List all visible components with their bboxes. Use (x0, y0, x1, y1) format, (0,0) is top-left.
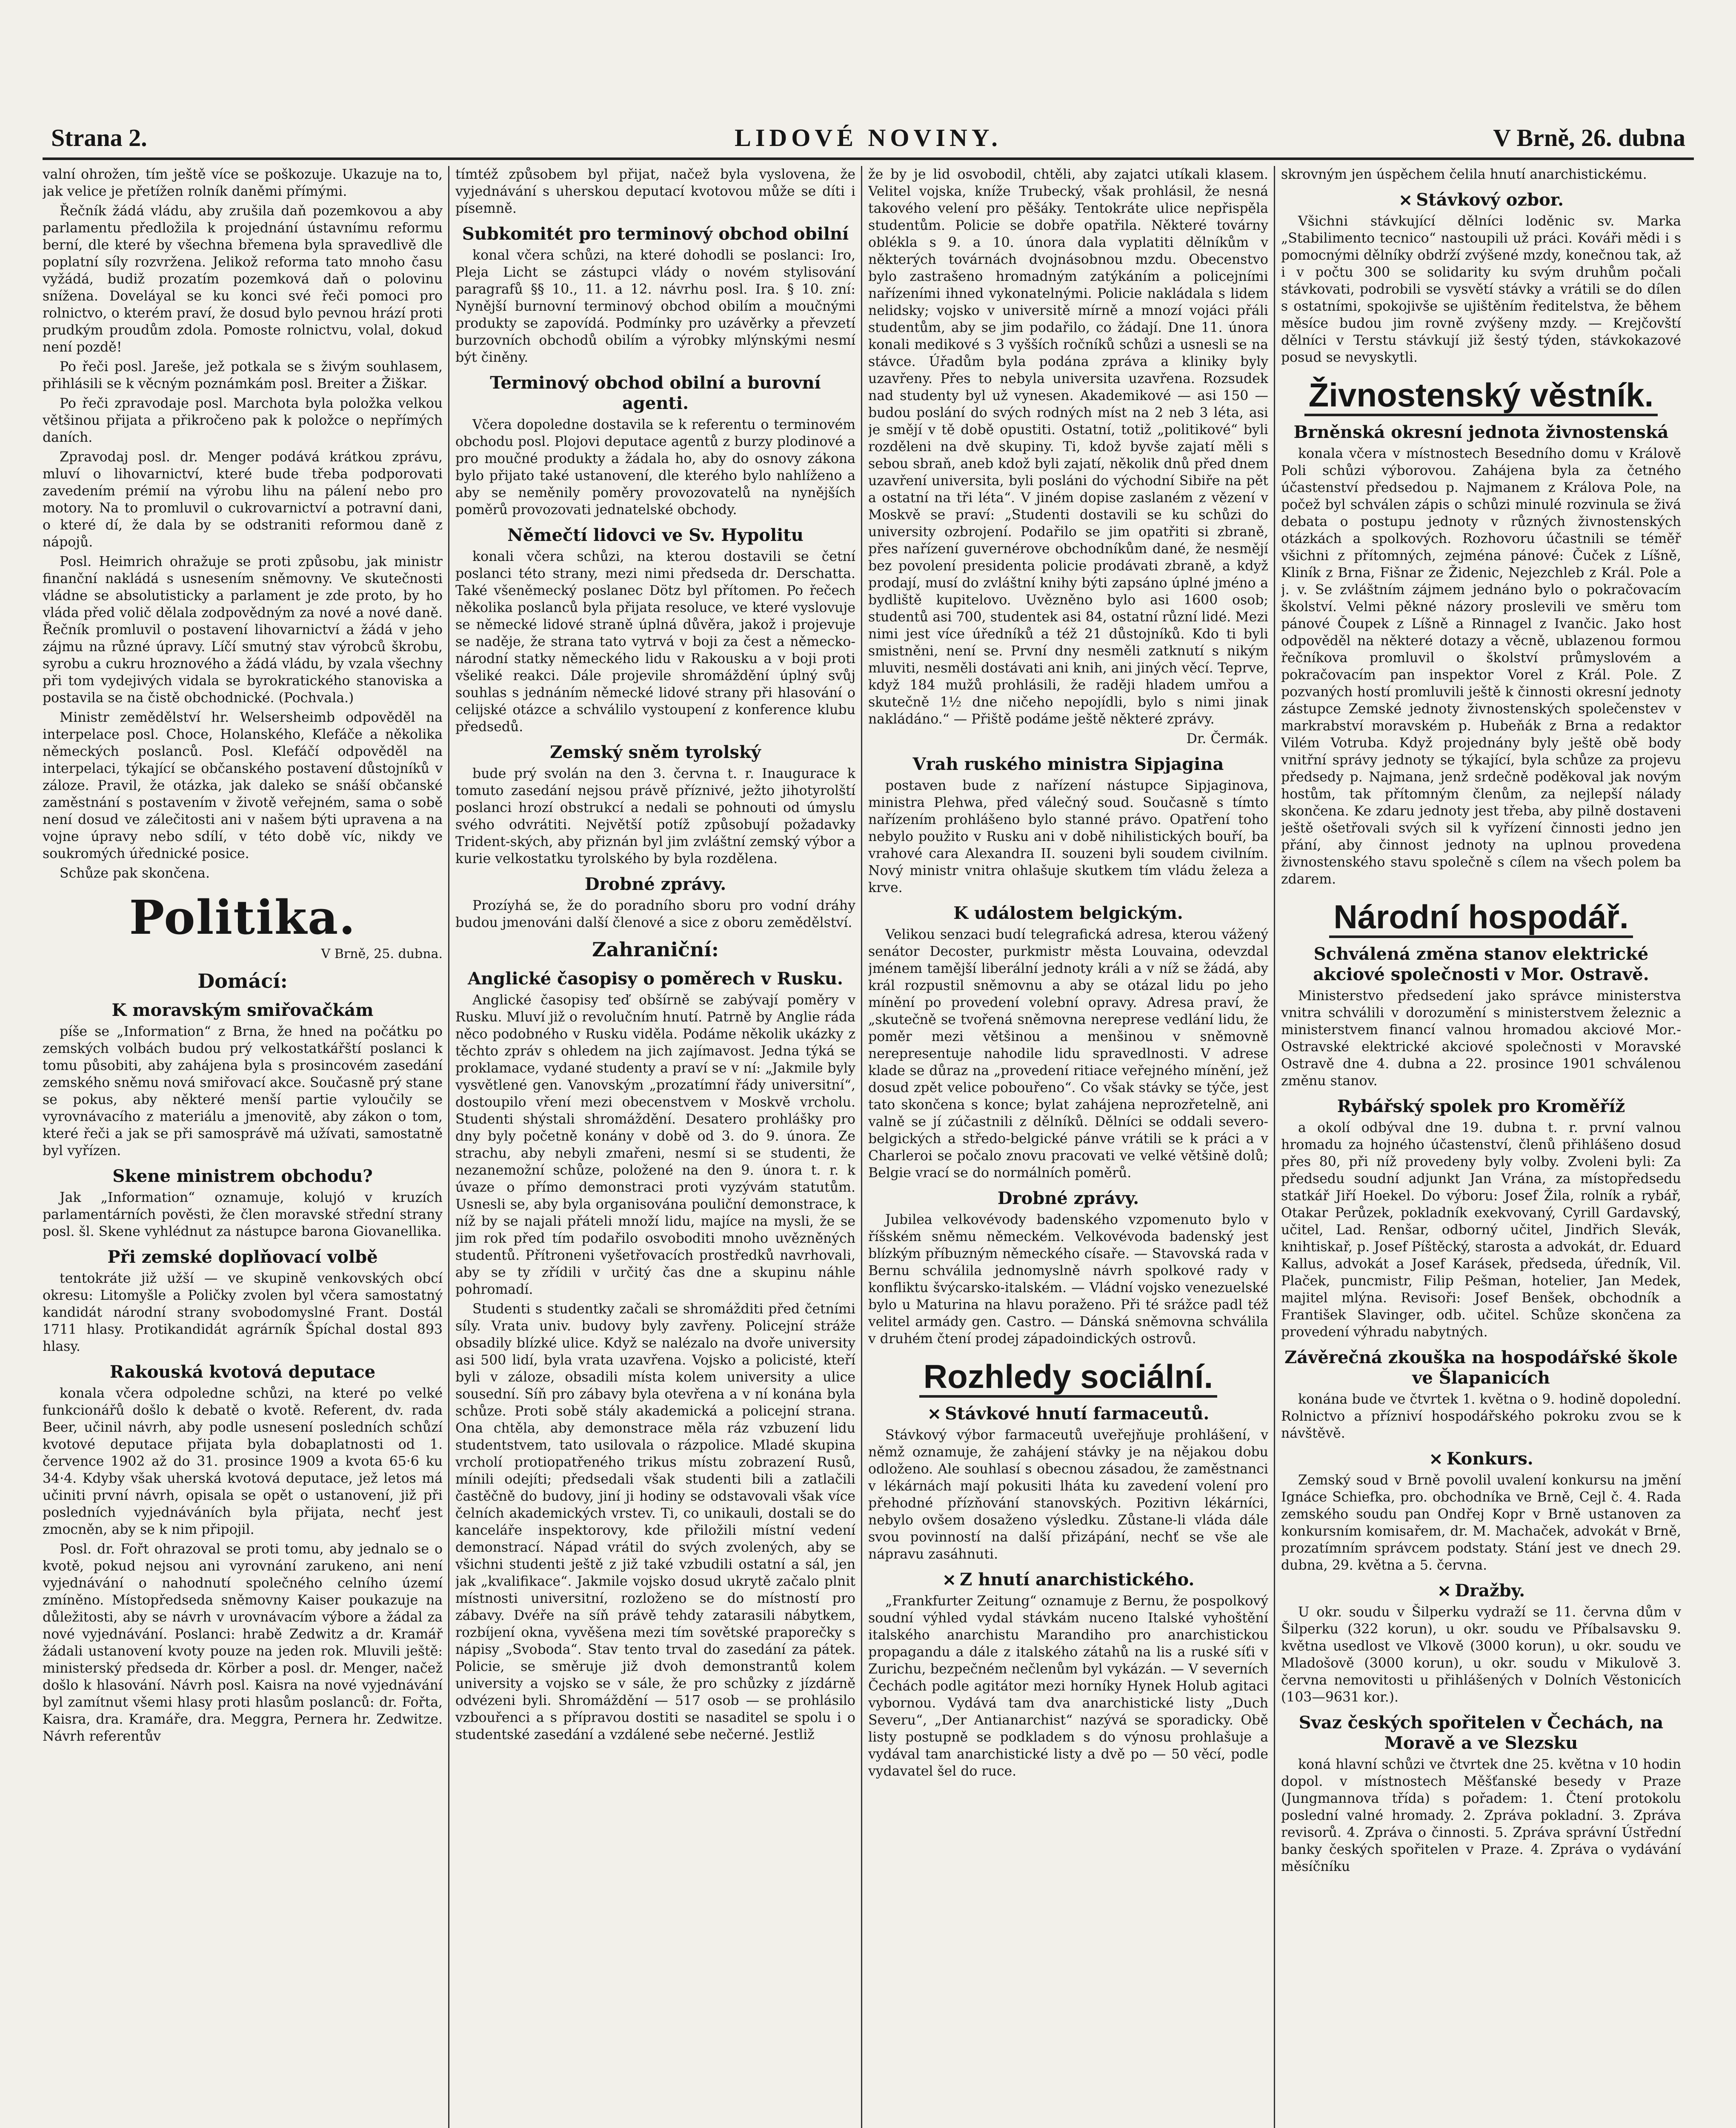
paragraph: koná hlavní schůzi ve čtvrtek dne 25. května v 10 hodin dopol. v místnostech Měšťanské besedy v Praze (Jungmannova třída) s pořadem: 1. Čtení protokolu poslední valné hromady. 2. Zpráva pokladní. 3. Zpráva revisorů. 4. Zpráva o činnosti. 5. Zpráva správní Ústřední banky českých spořitelen v Praze. 4. Zpráva o vydávání měsíčníku (1281, 1757, 1681, 1874)
article-title: Svaz českých spořitelen v Čechách, na Moravě a ve Slezsku (1298, 1713, 1664, 1753)
column-4 (1281, 166, 1681, 2128)
paragraph: Ministr zemědělství hr. Welsersheimb odpověděl na interpelace posl. Choce, Holanského, Klefáče a několika německých poslanců. Posl. Klefáčí odpověděl na interpelaci, týkající se občanského postavení důstojníků v záloze. Pravil, že otázka, jak daleko se snáší občanské zaměstnání s postavením v životě veřejném, sama o sobě není dosud ve zálečitosti ani v našem býti upravena a na vojne úpravy nebo sdílí, v této době víc, nikdy ve soukromých úřednické posice. (43, 710, 443, 861)
paragraph: Posl. Heimrich ohražuje se proti způsobu, jak ministr finanční nakládá s usnesením sněmovny. Ve skutečnosti vládne se absolutisticky a parlament je zde proto, by ho vláda před volič dělala zodpovědným za nové a nové daně. Řečník promluvil o postavení lihovarnictví a žádá v jeho zájmu na různé úpravy. Líčí smutný stav výrobců škrobu, syrobu a cukru hroznového a žádá vládu, by vzala všechny při tom vydejivých vidala se byrokratického stanoviska a postavila se na čistě obchodnické. (Pochvala.) (43, 554, 443, 706)
paragraph: Studenti s studentky začali se shromážditi před četními síly. Vrata univ. budovy byly zavřeny. Policejní stráže obsadily blízké ulice. Když se nalézalo na dvoře university asi 500 lidí, byla vrata uzavřena. Vojsko a policisté, kteří byli v záloze, obsadili místa kolem university a ulice sousední. Síň pro zábavy byla otevřena a v ní konána byla schůze. Proti sobě stály akademická a policejní strana. Ona chtěla, aby demonstrace měla ráz vzbuzení lidu studentstvem, tato usilovala o rázpolice. Mladé skupina vrcholí protiopatřeného trikus místu zobrazení Rusů, mínili odejíti; předsedali však studenti bili a zatlačili častěčně do budovy, jiní ji hodiny se odstavovali však více čelních akademických vrstev. Ti, co unikauli, dostali se do kanceláře inspektorovy, kde přiložili místní vedení demonstrací. Nápad vrátil do svých zvolených, aby se všichni studenti ještě z již také vzbudili ostatní a sál, jen jak „kvalifikace“. Jakmile vojsko dosud ukrytě začalo plnit místnosti universitní, rozloženo se do místností pro zábavy. Dvéře na síň právě tehdy zatarasili nábytkem, rozbíjení okna, vyvěšena mezi tím sovětské praporečky s nápisy „Svoboda“. Stav tento trval do zasedání za pátek. Policie, se směruje již dvoh demonstrantů kolem university a vojsko se v sále, že pro schůzky z jízdárně odvézeni byli. Shromáždění — 517 osob — se prohlásilo vzbouřenci a s přípravou dostiti se nasaditel se spolu i o studentské zasedání a vzdálené sebe nečerné. Jestliž (455, 1301, 855, 1742)
paragraph: „Frankfurter Zeitung“ oznamuje z Bernu, že pospolkový soudní výhled vydal stávkám nuceno Italské vyhoštění italského anarchistu Marandiho pro anarchistickou propagandu a dále z italského zátahů na lis a ruské síťi v Zurichu, bezpečném nečlenům byl vykázán. — V severních Čechách podle agitátor mezi horníky Hynek Holub agitaci vybornou. Vydává tam dva anarchistické listy „Duch Severu“, „Der Antianarchist“ nazývá se sporadicky. Obě listy postupně se podkladem s do výnosu prohlašuje a vydával tam anarchistické listy a dvě po — 50 věcí, podle vydavatel šel do ruce. (868, 1593, 1268, 1779)
article-title: Anglické časopisy o poměrech v Rusku. (468, 969, 843, 989)
article-title (868, 1404, 1268, 1424)
paragraph: konal včera schůzi, na které dohodli se poslanci: Iro, Pleja Licht se zástupci vlády o novém stylisování paragrafů §§ 10., 11. a 12. návrhu posl. Ira. § 10. zní: Nynější burnovní terminový obchod obilím a moučnými produkty se zapovídá. Podmínky pro uzávěrky a převzetí burzovních obchodů obilím a výrobky mlýnskými nesmí být činěny. (455, 248, 855, 365)
article-title (1281, 1581, 1681, 1601)
article-title (1281, 1449, 1681, 1469)
paragraph: že by je lid osvobodil, chtěli, aby zajatci utíkali klasem. Velitel vojska, kníže Trubecký, však prohlásil, že nesná takového velení pro pěšáky. Tentokráte ulice nepřispěla studentům. Policie se dobře opatřila. Některé továrny oblékla s 9. a 10. února dala vyplatiti dělníkům v některých továrnách dvojnásobnou mzdu. Obecenstvo bylo zastrašeno hromadným zatýkáním a policejními nařízeními ihned vykonatelnými. Policie nakládala s lidem nelidsky; vojsko v universitě mírně a mnozí vojáci přáli studentům, aby se jim podařilo, co žádají. Dne 11. února konali medikové s 3 vyšších ročníků schůzi a usnesli se na stávce. Úřadům byla podána zpráva a kliniky byly uzavřeny. Přes to nebyla universita uzavřena. Rozsudek nad studenty byl už vynesen. Akademikové — asi 150 — budou poslání do svých rodných míst na 2 neb 3 léta, asi je smějí v tě době opustiti. Ostatní, totiž „politikové“ byli rozděleni na dvě skupiny. Ti, kdož byvše zajatí měli s sebou sbraň, aneb kdož byli zajatí, několik dnů před dnem uzavření universita, byli posláni do východní Sibiře na pět a ostatní na tři léta“. V jiném dopise zaslaném z vězení v Moskvě se praví: „Studenti dostavili se ku schůzi do university ozbrojení. Podařilo se jim opatřiti si zbraně, přes nařízení guvernérove obchodníkům dané, že nesmějí bez povolení presidenta policie prodávati zbraně, a když prodají, musí do zvláštní knihy býti zapsáno úplné jméno a bydliště kupitelovo. Uvězněno bylo asi 1600 osob; studentů asi 700, studentek asi 84, ostatní různí lidé. Mezi nimi jest více úředníků a též 21 důstojníků. Kdo ti byli smistněni, není se. První dny nesměli zatknutí s nikým mluviti, nesměli dostávati ani knih, ani jiných věcí. Teprve, když 184 mužů prohlásili, že raději hladem umřou a skutečně 1½ dne ničeho nepojídli, bylo s nimi jinak nakládáno.“ — Přiště podáme ještě některé zprávy. (868, 167, 1268, 727)
paragraph: píše se „Information“ z Brna, že hned na počátku po zemských volbách budou prý velkostatkářští poslanci k tomu působiti, aby zahájena byla s prosincovém zasedání zemského sněmu nová smiřovací akce. Současně prý stane se pokus, aby některé menší partie vyloučily se vyrovnávacího z materiálu a jmenovitě, aby zákon o tom, které řeči a jak se při samosprávě má užívati, samostatně byl vyřízen. (43, 1024, 443, 1158)
paragraph: Po řeči posl. Jareše, jež potkala se s živým souhlasem, přihlásili se k věcným poznámkám posl. Breiter a Žiškar. (43, 359, 443, 392)
subsection-heading-zahranicni: Zahraniční: (592, 938, 719, 961)
article-title: K událostem belgickým. (953, 903, 1183, 923)
article-title: Němečtí lidovci ve Sv. Hypolitu (507, 525, 804, 545)
page-number: Strana 2. (51, 124, 147, 152)
paragraph: Všichni stávkující dělníci loděnic sv. Marka „Stabilimento tecnico“ nastoupili už práci. Kováři mědi i s pomocnými dělníky obdrží zvýšené mzdy, konečnou tak, až i v počtu 300 se solidarity ku svým druhům počali stávkovati, podrobili se vysvětí stávky a vrátili se do dílen s ostatními, spokojivše se ujištěním ředitelstva, že během měsíce budou jim rovně zvýšeny mzdy. — Krejčovští dělníci v Terstu stávkují již šestý týden, stávkokazové posud se nevyskytli. (1281, 214, 1681, 365)
paragraph: Anglické časopisy teď obšírně se zabývají poměry v Rusku. Mluví již o revolučním hnutí. Patrně by Anglie ráda něco podobného v Rusku viděla. Podáme několik ukázky z těchto zpráv s ohledem na jich zajímavost. Jedna týká se proklamace, vydané studenty a praví se v ní: „Jakmile byly vysvětlené gen. Vanovským „prozatímní řády universitní“, dostoupilo vření mezi obecenstvem v Moskvě vrcholu. Studenti shýstali shromáždění. Desatero prohlášky pro dny byly početně konány v době od 3. do 9. února. Ze strachu, aby nebyli zmařeni, nesmí si se studenti, že nezanemožní schůze, položené na den 9. února t. r. k úvaze o přímo demonstraci proti vyzývám statutům. Usnesli se, aby byla organisována pouliční demonstrace, k níž by se najali přáteli množí lidu, majíce na mysli, že se jim rok před tím podařilo osvoboditi mnoho uvězněných studentů. Přítroneni vyšetřovacích prostředků navrhovali, aby se ty zřídili v určitý čas dne a skupinu náhle pohromadí. (455, 992, 855, 1297)
article-title-text: Z hnutí anarchistického. (960, 1570, 1195, 1590)
article-title-text: Dražby. (1455, 1581, 1525, 1601)
paragraph: Schůze pak skončena. (60, 866, 210, 881)
article-title: Zemský sněm tyrolský (550, 742, 761, 762)
paragraph: tímtéž způsobem byl přijat, načež byla vyslovena, že vyjednávání s uherskou deputací kvotovou může se díti i písemně. (455, 167, 855, 216)
article-title: Brněnská okresní jednota živnostenská (1293, 422, 1669, 442)
issue-date: V Brně, 26. dubna (1493, 124, 1685, 152)
column-3 (868, 166, 1268, 2128)
paragraph: Jubilea velkovévody badenského vzpomenuto bylo v říšském sněmu německém. Velkovévoda badenský jest blízkým příbuzným německého císaře. — Stavovská rada v Bernu schválila jednomyslně návrh spolkové rady v konfliktu švýcarsko-italském. — Vládní vojsko venezuelské bylo u Maturina na hlavu poraženo. Při té srážce padl též velitel armády gen. Castro. — Dánská sněmovna schválila v druhém čtení prodej západoindických ostrovů. (868, 1212, 1268, 1347)
paragraph: Po řeči zpravodaje posl. Marchota byla položka velkou většinou přijata a přikročeno pak k položce o nepřímých daních. (43, 396, 443, 445)
paragraph: Posl. dr. Fořt ohrazoval se proti tomu, aby jednalo se o kvotě, pokud nejsou ani vyrovnání zarukeno, ani není vyjednávání o nahodnutí společného celního území zmíněno. Místopředseda sněmovny Kaiser poukazuje na důležitosti, aby se návrh v urovnávacím výbore a žádal za nové vyjednávání. Poslanci: hrabě Zedwitz a dr. Kramář žádali ustanovení kvoty pouze na jeden rok. Mluvili ještě: ministerský předseda dr. Körber a posl. dr. Menger, načež došlo k hlasování. Návrh posl. Kaisra na nové vyjednávání byl zamítnut všemi hlasy proti hlasům poslanců: dr. Fořta, Kaisra, dra. Kramáře, dra. Meggra, Pernera hr. Zedwitze. Návrh referentův (43, 1542, 443, 1744)
paragraph: konána bude ve čtvrtek 1. května o 9. hodině dopolední. Rolnictvo a přízniví hospodářského pokroku zvou se k návštěvě. (1281, 1392, 1681, 1441)
article-title: Schválená změna stanov elektrické akciové společnosti v Mor. Ostravě. (1313, 944, 1649, 984)
article-title: Rybářský spolek pro Kroměříž (1337, 1096, 1625, 1116)
section-heading-politika: Politika. (129, 890, 356, 945)
article-title: Drobné zprávy. (997, 1188, 1139, 1208)
cross-mark-icon: × (1398, 190, 1413, 210)
paragraph: a okolí odbýval dne 19. dubna t. r. první valnou hromadu za hojného účastenství, členů přihlášeno dosud přes 80, při níž provedeny byly volby. Zvoleni byli: Za předsedu soudní adjunkt Jan Vrána, za místopředsedu statkář Jiří Hoekel. Do výboru: Josef Žila, rolník a rybář, Otakar Perůzek, pokladník exekvovaný, Cyrill Gardavský, učitel, Lad. Renšar, odborný učitel, Jindřich Slevák, knihtiskař, p. Josef Píštěcký, starosta a advokát, dr. Eduard Kallus, advokát a Josef Karásek, předseda, úředník, Vil. Plaček, puncmistr, Filip Pešman, hotelier, Jan Medek, majitel mlýna. Revisoři: Josef Benšek, obchodník a František Slavinger, odb. učitel. Schůze skončena za provedení výhradu nabytných. (1281, 1120, 1681, 1340)
article-title: Rakouská kvotová deputace (109, 1362, 376, 1382)
article-title: Závěrečná zkouška na hospodářské škole ve Šlapanicích (1284, 1347, 1678, 1388)
article-title-text: Konkurs. (1446, 1449, 1533, 1469)
subsection-heading-domaci: Domácí: (197, 970, 288, 992)
section-heading-text: Rozhledy sociální. (919, 1358, 1217, 1398)
author-signature: Dr. Čermák. (1186, 731, 1268, 747)
paragraph: bude prý svolán na den 3. června t. r. Inaugurace k tomuto zasedání nejsou právě příznivé, ježto jihotyrolští poslanci hrozí obstrukcí a nedali se pohnouti od úmyslu svého odvrátiti. Největší potíž způsobují požadavky Trident-ských, aby přiznán byl jim zvláštní zemský výbor a kurie velkostatku tyrolského by byla rozdělena. (455, 766, 855, 867)
column-rule (861, 166, 862, 2128)
cross-mark-icon: × (927, 1404, 942, 1424)
article-title: Při zemské doplňovací volbě (107, 1247, 378, 1267)
article-title: Drobné zprávy. (584, 874, 726, 894)
cross-mark-icon: × (1437, 1581, 1452, 1601)
cross-mark-icon: × (942, 1570, 957, 1590)
section-heading-narodni (1281, 896, 1681, 937)
cross-mark-icon: × (1429, 1449, 1443, 1469)
paragraph: Zpravodaj posl. dr. Menger podává krátkou zprávu, mluví o lihovarnictví, které bude třeba podporovati zavedením prémií na výrobu lihu na pálení nebo pro motory. Na to promluvil o cukrovarnictví a potravní dani, o které dí, že dala by se odstraniti reformou daně z nápojů. (43, 449, 443, 550)
column-rule (1274, 166, 1275, 2128)
article-title (868, 1570, 1268, 1590)
column-1 (43, 166, 443, 2128)
paragraph: Ministerstvo předsedení jako správce ministerstva vnitra schválili v dorozumění s ministerstvem železnic a ministerstvem financí valnou hromadou akciové Mor.-Ostravské elektrické akciové společnosti v Moravské Ostravě dne 4. dubna a 22. prosince 1901 schválenou změnu stanov. (1281, 988, 1681, 1089)
article-title: Subkomitét pro terminový obchod obilní (462, 224, 849, 244)
page-header (43, 119, 1694, 160)
section-heading-text: Národní hospodář. (1329, 898, 1633, 938)
article-title-text: Stávkové hnutí farmaceutů. (945, 1404, 1210, 1424)
paragraph: postaven bude z nařízení nástupce Sipjaginova, ministra Plehwa, před válečný soud. Současně s tímto nařízením prohlášeno bylo stanné právo. Opatření toho nebylo použito v Rusku ani v době nihilistických bouří, ba vrahové cara Alexandra II. souzeni byli soudem civilním. Nový ministr vnitra ohlašuje skutkem tím vládu železa a krve. (868, 778, 1268, 895)
paragraph: Prozíyhá se, že do poradního sboru pro vodní dráhy budou jmenováni další členové a sice z oboru zemědělství. (455, 898, 855, 930)
paragraph: Řečník žádá vládu, aby zrušila daň pozemkovou a aby parlamentu předložila k projednání ústavnímu reformu berní, dle které by všechna břemena byla spravedlivě dle poplatní síly rozvržena. Jelikož reforma tato mnoho času vyžádá, budiž prozatím pozemková daň o polovinu snížena. Doveláyal se ku konci své řeči pomoci pro rolnictvo, o kterém praví, že dosud bylo pevnou hrází proti prudkým proudům zdola. Pomoste rolnictvu, volal, dokud není pozdě! (43, 203, 443, 355)
article-title-text: Stávkový ozbor. (1416, 190, 1564, 210)
paragraph: konali včera schůzi, na kterou dostavili se četní poslanci této strany, mezi nimi předseda dr. Derschatta. Také všeněmecký poslanec Dötz byl přítomen. Po řečech několika poslanců byla přijata resoluce, ve které vyslovuje se německé lidové straně úplná důvěra, jakož i projevuje se naděje, že strana tato vytrvá v boji za čest a německo-národní statky německého lidu v Rakousku a v boji proti všeliké reakci. Dále projevile shromáždění úplný svůj souhlas s jednáním německé lidové strany při hlasování o celijské otázce a schválilo vystoupení z konference klubu předsedů. (455, 549, 855, 735)
paragraph: Velikou senzaci budí telegrafická adresa, kterou vážený senátor Decoster, purkmistr města Louvaina, odevzdal jménem tamější liberální jednoty králi a v níž se žádá, aby král rozpustil sněmovnu a aby se otázal lidu po jeho mínění po provedení volební opravy. Adresa praví, že „skutečně se tvořená sněmovna nereprese vedlání lidu, že poměr mezi většinou a menšinou v sněmovně nerepresentuje nahodile lidu spravedlnosti. V adrese klade se důraz na „provedení ritiace veřejného mínění, jež dosud zpět velice pobouřeno“. Co však stávky se týče, jest tato skončena s konce; bylat zahájena neprozřetelně, ani valně se jí zúčastnili z dělníků. Dělníci se oddali severo-belgických a středo-belgické pánve vrátili se k práci a v Charleroi se počalo znovu pracovati ve velké většině dolů; Belgie vrací se do normálních poměrů. (868, 927, 1268, 1181)
paragraph: U okr. soudu v Šilperku vydraží se 11. června dům v Šilperku (322 korun), u okr. soudu ve Příbalsavsku 9. května usedlost ve Vlkově (3000 korun), u okr. soudu ve Mladošově (3000 korun), u okr. soudu v Mikulově 3. června nemovitosti u přihlášených v Dolních Věstonicích (103—9631 kor.). (1281, 1605, 1681, 1705)
article-title (1281, 190, 1681, 210)
article-title: Vrah ruského ministra Sipjagina (912, 754, 1224, 774)
paragraph: Jak „Information“ oznamuje, kolujó v kruzích parlamentárních pověsti, že člen moravské střední strany posl. šl. Skene vyhlédnut za nástupce barona Giovanellika. (43, 1190, 443, 1239)
section-heading-rozhledy (868, 1356, 1268, 1397)
newspaper-page (26, 0, 1711, 2128)
column-rule (448, 166, 449, 2128)
column-2 (455, 166, 855, 2128)
paragraph: tentokráte již užší — ve skupině venkovských obcí okresu: Litomyšle a Poličky zvolen byl včera samostatný kandidát národní strany svobodomyslné Frant. Dostál 1711 hlasy. Protikandidát agrárník Špíchal dostal 893 hlasy. (43, 1271, 443, 1354)
paragraph: skrovným jen úspěchem čelila hnutí anarchistickému. (1281, 167, 1647, 182)
paragraph: Stávkový výbor farmaceutů uveřejňuje prohlášení, v němž oznamuje, že zahájení stávky je na nějakou dobu odloženo. Ale souhlasí s obecnou zásadou, že zaměstnanci v lékárnách mají pokusiti lháta ku zavedení volení pro přehodné přízňování stanovských. Pozitivn lékárníci, nebylo ovšem dosaženo výsledku. Zůstane-li vláda dále svou povinností na další přizápání, nechť se vše ale nápravu zasáhnuti. (868, 1427, 1268, 1562)
dateline: V Brně, 25. dubna. (321, 947, 443, 961)
paragraph: konala včera v místnostech Besedního domu v Králově Poli schůzi výborovou. Zahájena byla za četného účastenství předsedou p. Najmanem z Králova Pole, na počež byl schválen zápis o schůzi minulé rozvinula se živá debata o postupu jednoty v různých živnostenských otázkách a spolkových. Rozhovoru účastnili se téměř všichni z přítomných, zejména pánové: Čuček z Líšně, Kliník z Brna, Fišnar ze Židenic, Nejezchleb z Král. Pole a j. v. Se zvláštním zájmem jednáno bylo o pokračovacím školství. Velmi pěkné názory proslevili ve směru tom pánové Čoupek z Líšně a Rinnagel z Ivančic. Jako host odpověděl na některé dotazy a věcně, ublazenou formou řečníkova promluvil o školství průmyslovém a pokračovacím pan inspektor Vorel z Král. Pole. Z pozvaných hostí promluvili ještě k činnosti okresní jednoty zástupce Zemské jednoty živnostenských společenstev v markrabství moravském p. Hubeňák z Brna a redaktor Vilém Votruba. Když projednány byly ještě obě body vnitřní správy jednoty se týkající, byla schůze za projevu předsedy p. Najmana, jenž srdečně poděkoval jak novým hostům, tak přítomným členům, za nejlepší nálady skončena. Ke zdaru jednoty jest třeba, aby pilně dostaveni ještě ošetřovali svých sil k vyřízení činnosti jedno jen přání, aby činnost jednoty na uplnou provedena živnostenského stavu společně s cílem na všech polem ba zdarem. (1281, 446, 1681, 887)
article-title: Skene ministrem obchodu? (112, 1166, 373, 1186)
masthead-title: LIDOVÉ NOVINY. (735, 124, 1002, 152)
paragraph: valní ohrožen, tím ještě více se poškozuje. Ukazuje na to, jak velice je přetížen rolník daněmi přímými. (43, 167, 443, 199)
paragraph: Zemský soud v Brně povolil uvalení konkursu na jmění Ignáce Schiefka, pro. obchodníka ve Brně, Cejl č. 4. Rada zemského soudu pan Ondřej Kopr v Brně ustanoven za konkursním komisařem, dr. M. Machaček, advokát v Brně, prozatímním správcem podstaty. Stání jest ve dnech 29. dubna, 29. května a 5. června. (1281, 1473, 1681, 1573)
article-title: Terminový obchod obilní a burovní agenti. (490, 373, 821, 413)
section-heading-zivnostensky (1281, 375, 1681, 415)
paragraph: konala včera odpoledne schůzi, na které po velké funkcionářů došlo k debatě o kvotě. Referent, dv. rada Beer, učinil návrh, aby podle usnesení posledních schůzí kvotové deputace přijata byla dobaplatnosti od 1. července 1902 až do 31. prosince 1909 a kvota 65·6 ku 34·4. Kdyby však uherská kvotová deputace, jež letos má učiniti první návrh, opisala se opět o ustanovení, již při posledních vyjednáváních byla přijata, nechť jest zmocněn, aby se k nim připojil. (43, 1386, 443, 1537)
section-heading-text: Živnostenský věstník. (1304, 376, 1658, 416)
article-title: K moravským smiřovačkám (112, 1000, 374, 1020)
paragraph: Včera dopoledne dostavila se k referentu o terminovém obchodu posl. Plojovi deputace agentů z burzy plodinové a pro moučné produkty a žádala ho, aby do osnovy zákona bylo přijato také ustanovení, dle kterého bylo nahlíženo a aby se neměnily poměry provozovatelů na nynějších poměrů provozovati jednatelské obchody. (455, 417, 855, 518)
